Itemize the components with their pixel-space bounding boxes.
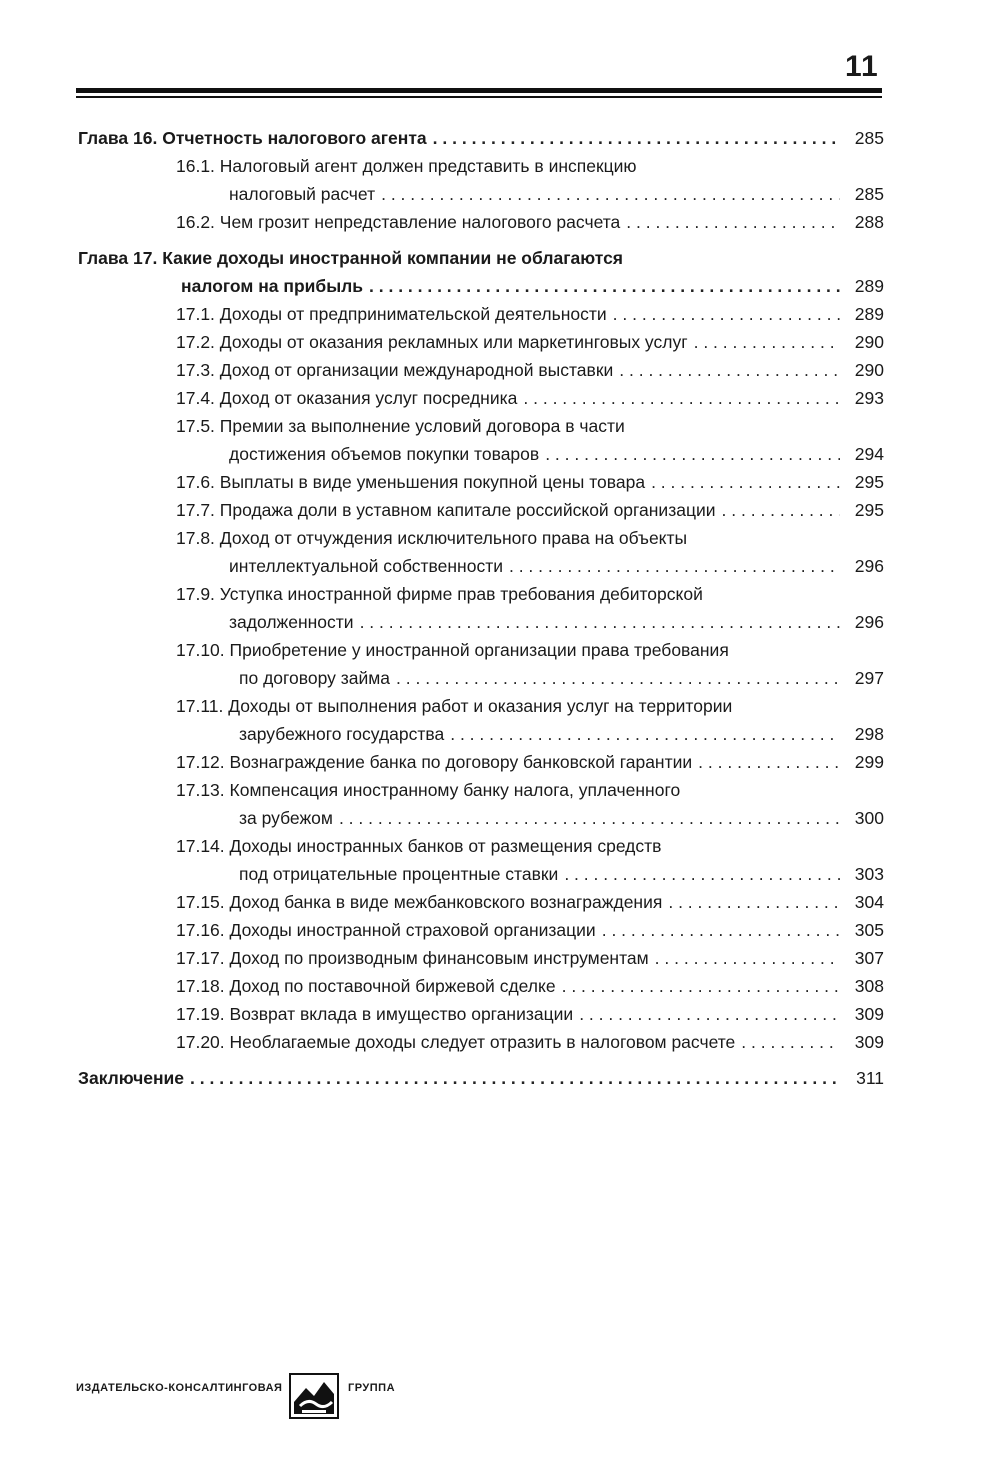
toc-section-entry[interactable]: [78, 208, 884, 236]
dot-leader: [602, 916, 840, 944]
dot-leader: [339, 804, 840, 832]
toc-page-number: 296: [854, 612, 884, 632]
dot-leader: [651, 468, 840, 496]
toc-page-number: 296: [854, 556, 884, 576]
dot-leader: [396, 664, 840, 692]
toc-entry-title: интеллектуальной собственности: [229, 556, 503, 576]
toc-entry-title: налогом на прибыль: [181, 276, 364, 296]
toc-page-number: 290: [854, 332, 884, 352]
dot-leader: [562, 972, 840, 1000]
dot-leader: [369, 272, 840, 300]
dot-leader: [523, 384, 840, 412]
toc-section-entry[interactable]: [78, 328, 884, 356]
toc-page-number: 294: [854, 444, 884, 464]
toc-entry-title: 16.1. Налоговый агент должен представить в инспекцию: [176, 156, 637, 176]
toc-page-number: 285: [854, 128, 884, 148]
publisher-logo-icon: [288, 1372, 340, 1420]
toc-entry-title: Глава 16. Отчетность налогового агента: [78, 128, 427, 148]
dot-leader: [619, 356, 840, 384]
dot-leader: [433, 124, 840, 152]
toc-section-entry[interactable]: [78, 468, 884, 496]
table-of-contents: [78, 124, 884, 1092]
dot-leader: [360, 608, 840, 636]
toc-entry-title: зарубежного государства: [239, 724, 445, 744]
toc-entry-title: задолженности: [229, 612, 354, 632]
toc-entry-title: 17.12. Вознаграждение банка по договору банковской гарантии: [176, 752, 693, 772]
publisher-footer: [76, 1372, 396, 1422]
dot-leader: [381, 180, 840, 208]
toc-section-entry[interactable]: [78, 636, 884, 692]
header-rule-thick: [76, 88, 882, 93]
dot-leader: [509, 552, 840, 580]
toc-section-entry[interactable]: [78, 832, 884, 888]
toc-entry-title: 17.7. Продажа доли в уставном капитале российской организации: [176, 500, 716, 520]
toc-section-entry[interactable]: [78, 524, 884, 580]
publisher-name-left: ИЗДАТЕЛЬСКО-КОНСАЛТИНГОВАЯ: [76, 1382, 283, 1394]
toc-section-entry[interactable]: [78, 916, 884, 944]
dot-leader: [545, 440, 840, 468]
toc-entry-title: 17.13. Компенсация иностранному банку налога, уплаченного: [176, 780, 681, 800]
toc-page-number: 290: [854, 360, 884, 380]
toc-page-number: 285: [854, 184, 884, 204]
dot-leader: [655, 944, 840, 972]
toc-page-number: 304: [854, 892, 884, 912]
toc-entry-title: 17.4. Доход от оказания услуг посредника: [176, 388, 518, 408]
toc-entry-title: под отрицательные процентные ставки: [239, 864, 559, 884]
toc-section-entry[interactable]: [78, 776, 884, 832]
toc-chapter-entry[interactable]: [78, 124, 884, 152]
toc-page-number: 308: [854, 976, 884, 996]
toc-page-number: 300: [854, 808, 884, 828]
toc-chapter-entry[interactable]: [78, 244, 884, 300]
chapter-gap: [78, 236, 884, 244]
dot-leader: [698, 748, 840, 776]
toc-page-number: 295: [854, 472, 884, 492]
toc-entry-title: 17.9. Уступка иностранной фирме прав требования дебиторской: [176, 584, 703, 604]
toc-page-number: 303: [854, 864, 884, 884]
toc-section-entry[interactable]: [78, 152, 884, 208]
toc-section-entry[interactable]: [78, 944, 884, 972]
toc-entry-title: 17.16. Доходы иностранной страховой организации: [176, 920, 596, 940]
dot-leader: [626, 208, 840, 236]
toc-section-entry[interactable]: [78, 1000, 884, 1028]
toc-chapter-entry[interactable]: [78, 1064, 884, 1092]
toc-entry-title: достижения объемов покупки товаров: [229, 444, 540, 464]
publisher-name-right: ГРУППА: [348, 1382, 396, 1394]
toc-entry-title: 17.8. Доход от отчуждения исключительного права на объекты: [176, 528, 688, 548]
toc-entry-title: Глава 17. Какие доходы иностранной компании не облагаются: [78, 248, 624, 268]
toc-page-number: 295: [854, 500, 884, 520]
dot-leader: [668, 888, 840, 916]
toc-page-number: 309: [854, 1004, 884, 1024]
toc-page-number: 309: [854, 1032, 884, 1052]
dot-leader: [450, 720, 840, 748]
toc-entry-title: Заключение: [78, 1068, 185, 1088]
chapter-gap: [78, 1056, 884, 1064]
toc-entry-title: 17.20. Необлагаемые доходы следует отразить в налоговом расчете: [176, 1032, 736, 1052]
toc-page-number: 297: [854, 668, 884, 688]
dot-leader: [722, 496, 840, 524]
toc-section-entry[interactable]: [78, 300, 884, 328]
toc-entry-title: 17.3. Доход от организации международной выставки: [176, 360, 614, 380]
toc-entry-title: по договору займа: [239, 668, 391, 688]
toc-section-entry[interactable]: [78, 356, 884, 384]
toc-entry-title: 16.2. Чем грозит непредставление налогового расчета: [176, 212, 621, 232]
toc-entry-title: за рубежом: [239, 808, 333, 828]
header-rule-thin: [76, 96, 882, 98]
toc-section-entry[interactable]: [78, 412, 884, 468]
toc-page-number: 293: [854, 388, 884, 408]
toc-entry-title: 17.6. Выплаты в виде уменьшения покупной цены товара: [176, 472, 646, 492]
dot-leader: [694, 328, 840, 356]
toc-section-entry[interactable]: [78, 972, 884, 1000]
toc-section-entry[interactable]: [78, 692, 884, 748]
toc-page-number: 288: [854, 212, 884, 232]
toc-page-number: 289: [854, 276, 884, 296]
toc-page-number: 298: [854, 724, 884, 744]
toc-entry-title: налоговый расчет: [229, 184, 376, 204]
toc-entry-title: 17.14. Доходы иностранных банков от размещения средств: [176, 836, 662, 856]
toc-entry-title: 17.5. Премии за выполнение условий договора в части: [176, 416, 625, 436]
dot-leader: [564, 860, 840, 888]
toc-page-number: 311: [856, 1068, 884, 1088]
toc-section-entry[interactable]: [78, 748, 884, 776]
toc-section-entry[interactable]: [78, 384, 884, 412]
toc-page-number: 289: [854, 304, 884, 324]
toc-entry-title: 17.17. Доход по производным финансовым инструментам: [176, 948, 649, 968]
dot-leader: [579, 1000, 840, 1028]
toc-section-entry[interactable]: [78, 496, 884, 524]
toc-entry-title: 17.10. Приобретение у иностранной организации права требования: [176, 640, 729, 660]
toc-entry-title: 17.1. Доходы от предпринимательской деятельности: [176, 304, 607, 324]
toc-entry-title: 17.11. Доходы от выполнения работ и оказания услуг на территории: [176, 696, 733, 716]
toc-page-number: 305: [854, 920, 884, 940]
toc-section-entry[interactable]: [78, 1028, 884, 1056]
toc-page-number: 299: [854, 752, 884, 772]
toc-entry-title: 17.2. Доходы от оказания рекламных или маркетинговых услуг: [176, 332, 688, 352]
toc-entry-title: 17.19. Возврат вклада в имущество организации: [176, 1004, 574, 1024]
dot-leader: [613, 300, 840, 328]
toc-page-number: 307: [854, 948, 884, 968]
toc-section-entry[interactable]: [78, 888, 884, 916]
dot-leader: [741, 1028, 840, 1056]
page-number: 11: [845, 50, 879, 83]
toc-section-entry[interactable]: [78, 580, 884, 636]
dot-leader: [190, 1064, 840, 1092]
toc-entry-title: 17.15. Доход банка в виде межбанковского вознаграждения: [176, 892, 663, 912]
toc-entry-title: 17.18. Доход по поставочной биржевой сделке: [176, 976, 556, 996]
